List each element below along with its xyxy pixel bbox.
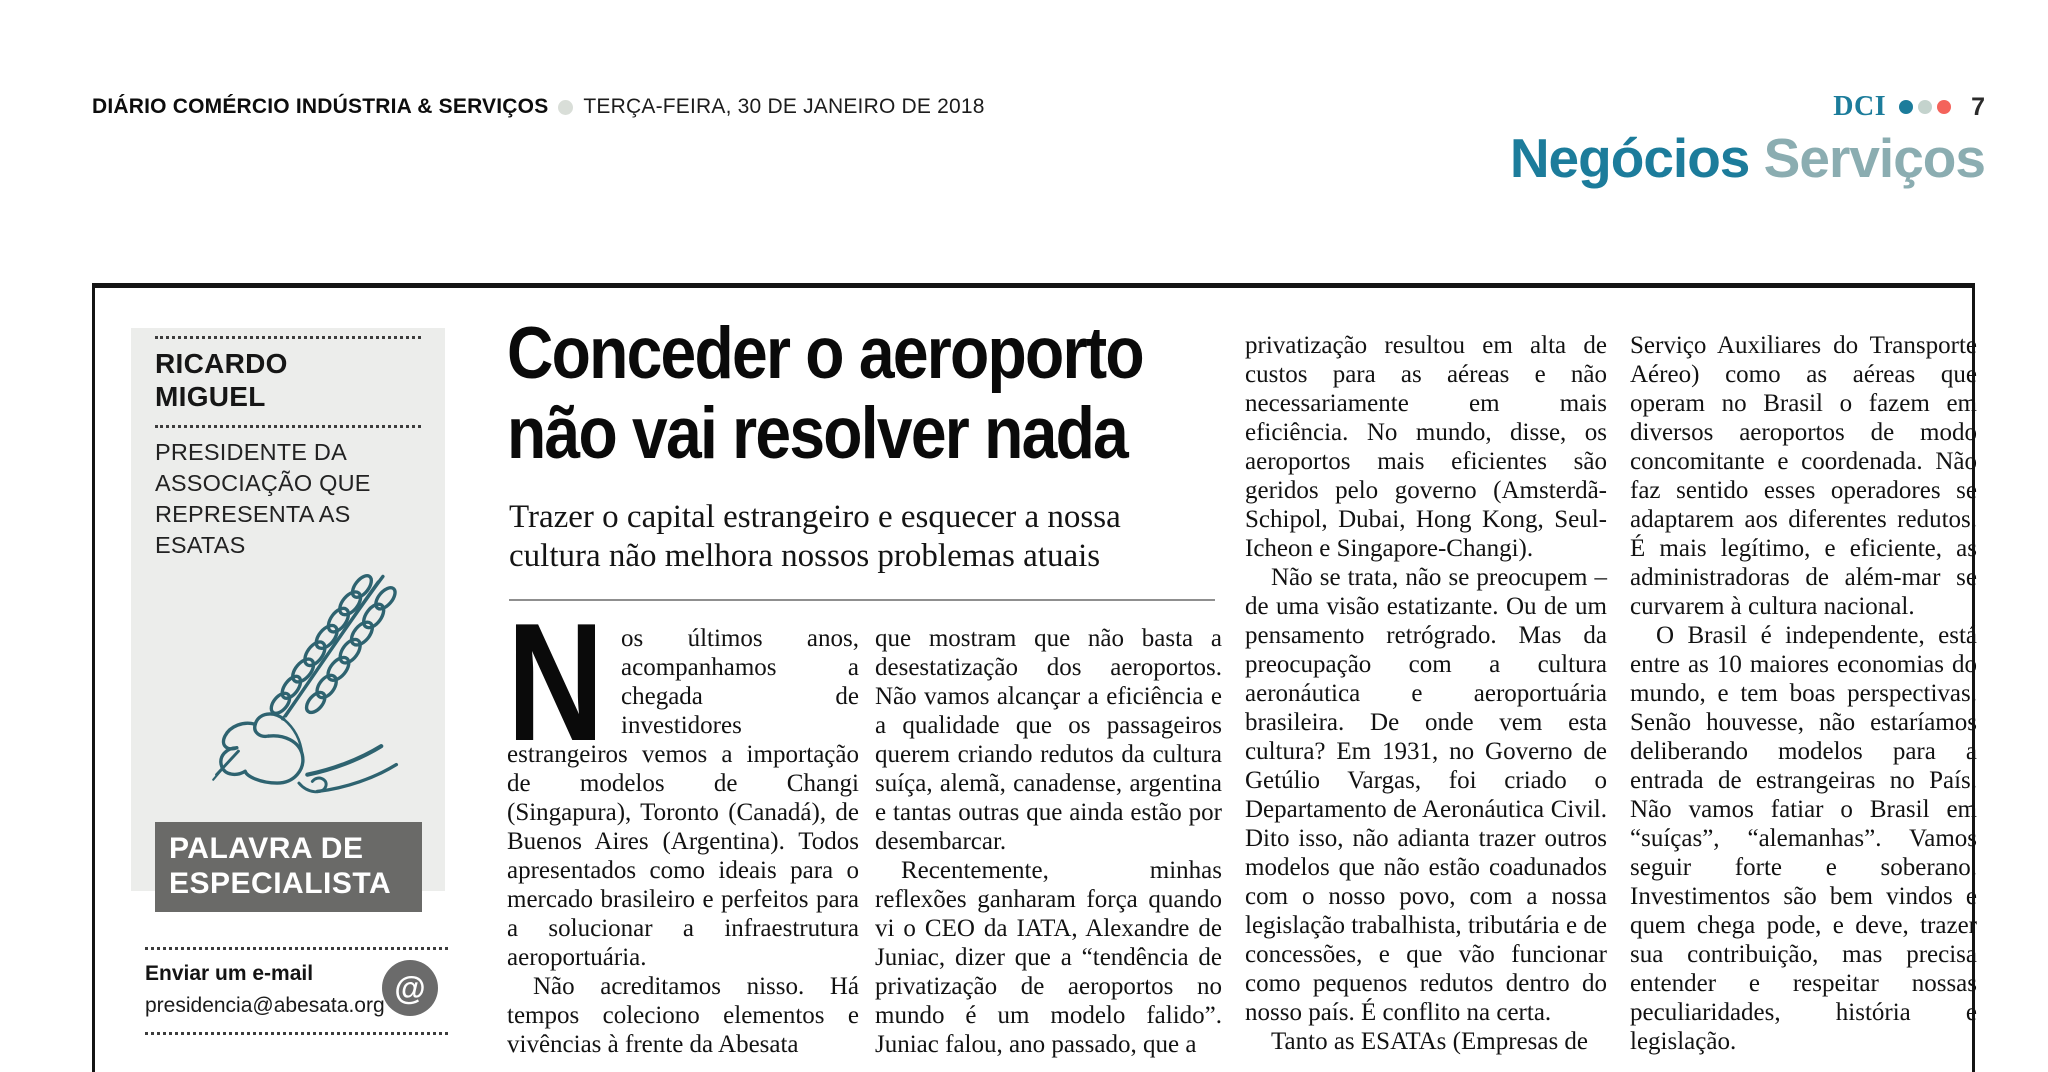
paragraph: O Brasil é independente, está entre as 10 maiores economias do mundo, e tem boas perspectivas. Senão houvesse, não estaríamos deliberando modelos para a entrada de estrangeiras no País. Não vamos fatiar o Brasil em “suíças”, “alemanhas”. Vamos seguir forte e soberano. Investimentos são bem vindos e quem chega pode, e deve, trazer sua contribuição, mas precisa entender e respeitar nossas peculiaridades, história e legislação. [1630,622,1977,1055]
paragraph: Não se trata, não se preocupem – de uma visão estatizante. Ou de um pensamento retrógrado. Mas da preocupação com a cultura aeronáutica e aeroportuária brasileira. De onde vem esta cultura? Em 1931, no Governo de Getúlio Vargas, foi criado o Departamento de Aeronáutica Civil. Dito isso, não adianta trazer outros modelos que não estão coadunados com o nosso povo, com a nossa legislação trabalhista, tributária e de concessões, e que vão funcionar como pequenos redutos dentro do nosso país. É conflito na certa. [1245,564,1607,1026]
paragraph: Tanto as ESATAs (Empresas de [1271,1028,1589,1055]
body-column-1 [507,588,859,1059]
paragraph: Não acreditamos nisso. Há tempos coleciono elementos e vivências à frente da Abesata [507,973,859,1058]
palavra-de-especialista-badge: PALAVRA DE ESPECIALISTA [155,822,422,912]
section-primary: Negócios [1509,127,1750,189]
coral-dot-icon [1937,100,1951,114]
paragraph: privatização resultou em alta de custos para as aéreas e não necessariamente em mais eficiência. No mundo, disse, os aeroportos mais eficientes são geridos pelo governo (Amsterdã-Schipol, Dubai, Hong Kong, Seul-Icheon e Singapore-Changi). [1245,332,1607,562]
email-block [145,947,448,1035]
newspaper-name: DIÁRIO COMÉRCIO INDÚSTRIA & SERVIÇOS [92,95,549,118]
at-icon: @ [382,960,438,1016]
headline-line-1: Conceder o aeroporto [507,313,1143,394]
paragraph: os últimos anos, acompanhamos a chegada de investidores estrangeiros vemos a importação de modelos de Changi (Singapura), Toronto (Canadá), de Buenos Aires (Argentina). Todos apresentados como ideais para o mercado brasileiro e perfeitos para a solucionar a infraestrutura aeroportuária. [507,625,859,971]
dci-logo: DCI [1833,91,1887,122]
body-column-2 [875,624,1222,1059]
masthead-right [1833,91,1985,123]
paragraph: Serviço Auxiliares do Transporte Aéreo) como as aéreas que operam no Brasil o fazem em diversos aeroportos de modo concomitante e coordenada. Não faz sentido esses operadores se adaptarem aos diferentes redutos. É mais legítimo, e eficiente, as administradoras de além-mar se curvarem à cultura nacional. [1630,332,1977,620]
dotted-rule [155,336,421,339]
edition-date: TERÇA-FEIRA, 30 DE JANEIRO DE 2018 [583,95,985,118]
body-column-4 [1630,331,1977,1056]
masthead [92,90,1985,124]
separator-dot-icon [558,100,573,115]
body-column-3 [1245,331,1607,1056]
article-frame [92,283,1975,1072]
author-sidebar [131,328,445,900]
deck-rule [509,599,1215,601]
headline-line-2: não vai resolver nada [507,393,1128,474]
author-role: PRESIDENTE DA ASSOCIAÇÃO QUE REPRESENTA AS ESATAS [155,439,371,558]
email-address: presidencia@abesata.org [145,994,385,1017]
dotted-rule [155,425,421,428]
quill-pen-icon [157,563,419,815]
drop-cap: N [507,588,605,776]
teal-dot-icon [1899,100,1913,114]
email-label: Enviar um e-mail [145,962,314,985]
paragraph: que mostram que não basta a desestatização dos aeroportos. Não vamos alcançar a eficiência e a qualidade que os passageiros querem criando redutos da cultura suíça, alemã, canadense, argentina e tantas outras que ainda estão por desembarcar. [875,625,1222,855]
quill-illustration [157,563,419,820]
author-name: RICARDO MIGUEL [155,348,288,412]
page-number: 7 [1971,92,1985,121]
dci-dots-icon [1894,100,1951,114]
article-headline [507,314,1230,474]
section-header [1510,126,1985,190]
section-secondary: Serviços [1763,127,1985,189]
pale-dot-icon [1918,100,1932,114]
article-deck: Trazer o capital estrangeiro e esquecer a nossa cultura não melhora nossos problemas atuais [509,499,1121,574]
dotted-rule [145,1032,448,1035]
paragraph: Recentemente, minhas reflexões ganharam força quando vi o CEO da IATA, Alexandre de Juniac, dizer que a “tendência de privatização de aeroportos no mundo é um modelo falido”. Juniac falou, ano passado, que a [875,857,1222,1058]
